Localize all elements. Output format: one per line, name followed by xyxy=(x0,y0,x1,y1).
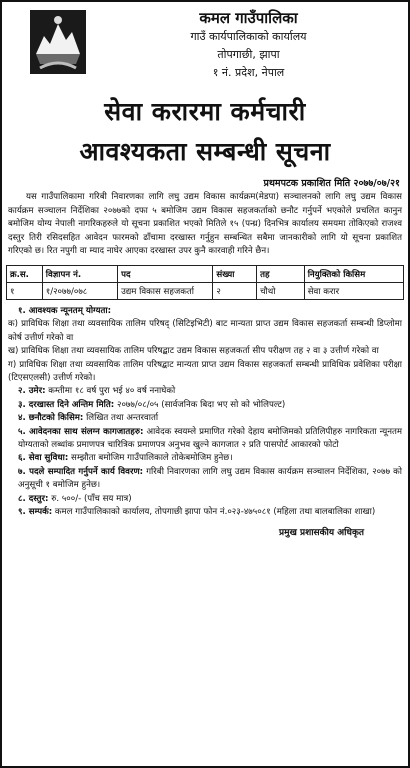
item-deadline: ३. दरखास्त दिने अन्तिम मिति: २०७७/०८/०५ (सार्वजनिक बिदा भए सो को भोलिपल्ट) xyxy=(18,399,286,410)
item-selection: ४. छनौटको किसिम: लिखित तथा अन्तरवार्ता xyxy=(18,413,159,424)
notice-title-line2: आवश्यकता सम्बन्धी सूचना xyxy=(79,137,331,166)
cell-adv-no: १/२०७७/०७८ xyxy=(42,282,117,299)
office-address: तोपगाछी, झापा xyxy=(217,48,280,61)
nepal-emblem-icon xyxy=(30,10,86,74)
municipality-name: कमल गाउँपालिका xyxy=(199,9,298,27)
item-benefits: ६. सेवा सुविधा: सम्झौता बमोजिम गाउँपालिकाले तोकेबमोजिम हुनेछ। xyxy=(18,453,233,464)
publish-date: प्रथमपटक प्रकाशित मिति २०७७/०७/२१ xyxy=(263,178,400,189)
col-appointment-type: नियुक्तिको किसिम xyxy=(304,265,403,282)
qualification-b: ख) प्राविधिक शिक्षा तथा व्यवसायिक तालिम परिषद्बाट उद्यम विकास सहजकर्ता सीप परीक्षण तह २ वा ३ उत्तीर्ण गरेको वा xyxy=(8,346,379,357)
item-contact: ९. सम्पर्क: कमल गाउँपालिकाको कार्यालय, तोपगाछी झापा फोन नं.०२३-४७५०८१ (महिला तथा बालबालिका शाखा) xyxy=(18,507,376,518)
vacancy-table xyxy=(6,265,404,300)
col-adv-no: विज्ञापन नं. xyxy=(42,265,117,282)
cell-appointment-type: सेवा करार xyxy=(304,282,403,299)
header xyxy=(6,2,404,92)
col-post: पद xyxy=(118,265,213,282)
item-job-description: ७. पदले सम्पादित गर्नुपर्ने कार्य विवरण: गरिबी निवारणका लागि लघु उद्यम विकास कार्यक्रम सञ्चालन निर्देशिका, २०७७ को अनुसूची १ बमोजिम हुनेछ। xyxy=(18,466,403,491)
item-age: २. उमेर: कम्तीमा १८ वर्ष पुरा भई ४० वर्ष ननाघेको xyxy=(18,386,176,397)
col-level: तह xyxy=(257,265,305,282)
office-name: गाउँ कार्यपालिकाको कार्यालय xyxy=(190,30,307,43)
notice-title-line1: सेवा करारमा कर्मचारी xyxy=(104,97,306,126)
item-fee: ८. दस्तुर: रु. ५००/- (पाँच सय मात्र) xyxy=(18,493,132,504)
table-row xyxy=(7,282,404,299)
notice-title xyxy=(6,92,404,172)
cell-count: २ xyxy=(213,282,257,299)
intro-paragraph: यस गाउँपालिकामा गरिबी निवारणका लागि लघु उद्यम विकास कार्यक्रम(मेडपा) सञ्चालनको लागि लघु उद्यम विकास कार्यक्रम सञ्चालन निर्देशिका २०७७को दफा ५ बमोजिम उद्यम विकास सहजकर्ताको छनौट गर्नुपर्ने भएकोले प्रचलित कानुन बमोजिम योग्य नेपाली नागरिकहरुले यो सूचना प्रकाशित भएको मितिले १५ (पन्ध्र) दिनभित्र कार्यालय समयमा तोकिएको राजश्व दस्तुर तिरी रसिदसहित आवेदन फारमको ढाँचामा दरखास्त गर्नुहुन सम्बन्धित सबैमा जानकारीको लागि यो सूचना प्रकाशित गरिएको छ। रित नपुगी वा म्याद नाघेर आएका दरखास्त उपर कुनै कारवाही गरिने छैन। xyxy=(8,192,402,257)
signature-title: प्रमुख प्रशासकीय अधिकृत xyxy=(278,528,364,539)
item-documents: ५. आवेदनका साथ संलग्न कागजातहरु: आवेदक स्वयम्ले प्रमाणित गरेको देहाय बमोजिमको प्रतिलिपीहरु नागरिकता न्यूनतम योग्यताको लब्धांक प्रमाणपत्र चारित्रिक प्रमाणपत्र अनुभव खुल्ने कागजात २ प्रति पासपोर्ट आकारको फोटो xyxy=(18,426,403,451)
cell-level: चौथो xyxy=(257,282,305,299)
cell-post: उद्यम विकास सहजकर्ता xyxy=(118,282,213,299)
qualification-c: ग) प्राविधिक शिक्षा तथा व्यवसायिक तालिम परिषद्बाट मान्यता प्राप्त उद्यम विकास सहजकर्ता सम्बन्धी प्राविधिक प्रवेशिका परीक्षा (टिएसएलसी) उत्तीर्ण गरेको। xyxy=(8,359,402,383)
province: १ नं. प्रदेश, नेपाल xyxy=(212,66,285,79)
table-header-row xyxy=(7,265,404,282)
col-serial: क्र.स. xyxy=(7,265,43,282)
office-header-text xyxy=(101,8,396,82)
qualification-a: क) प्राविधिक शिक्षा तथा व्यवसायिक तालिम परिषद् (सिटिइभिटी) बाट मान्यता प्राप्त उद्यम विकास सहजकर्ता सम्बन्धी डिप्लोमा कोर्ष उत्तीर्ण गरेको वा xyxy=(8,319,402,343)
qualification-title: १. आवश्यक न्यूनतम् योग्यता: xyxy=(18,305,112,316)
col-count: संख्या xyxy=(213,265,257,282)
cell-serial: १ xyxy=(7,282,43,299)
